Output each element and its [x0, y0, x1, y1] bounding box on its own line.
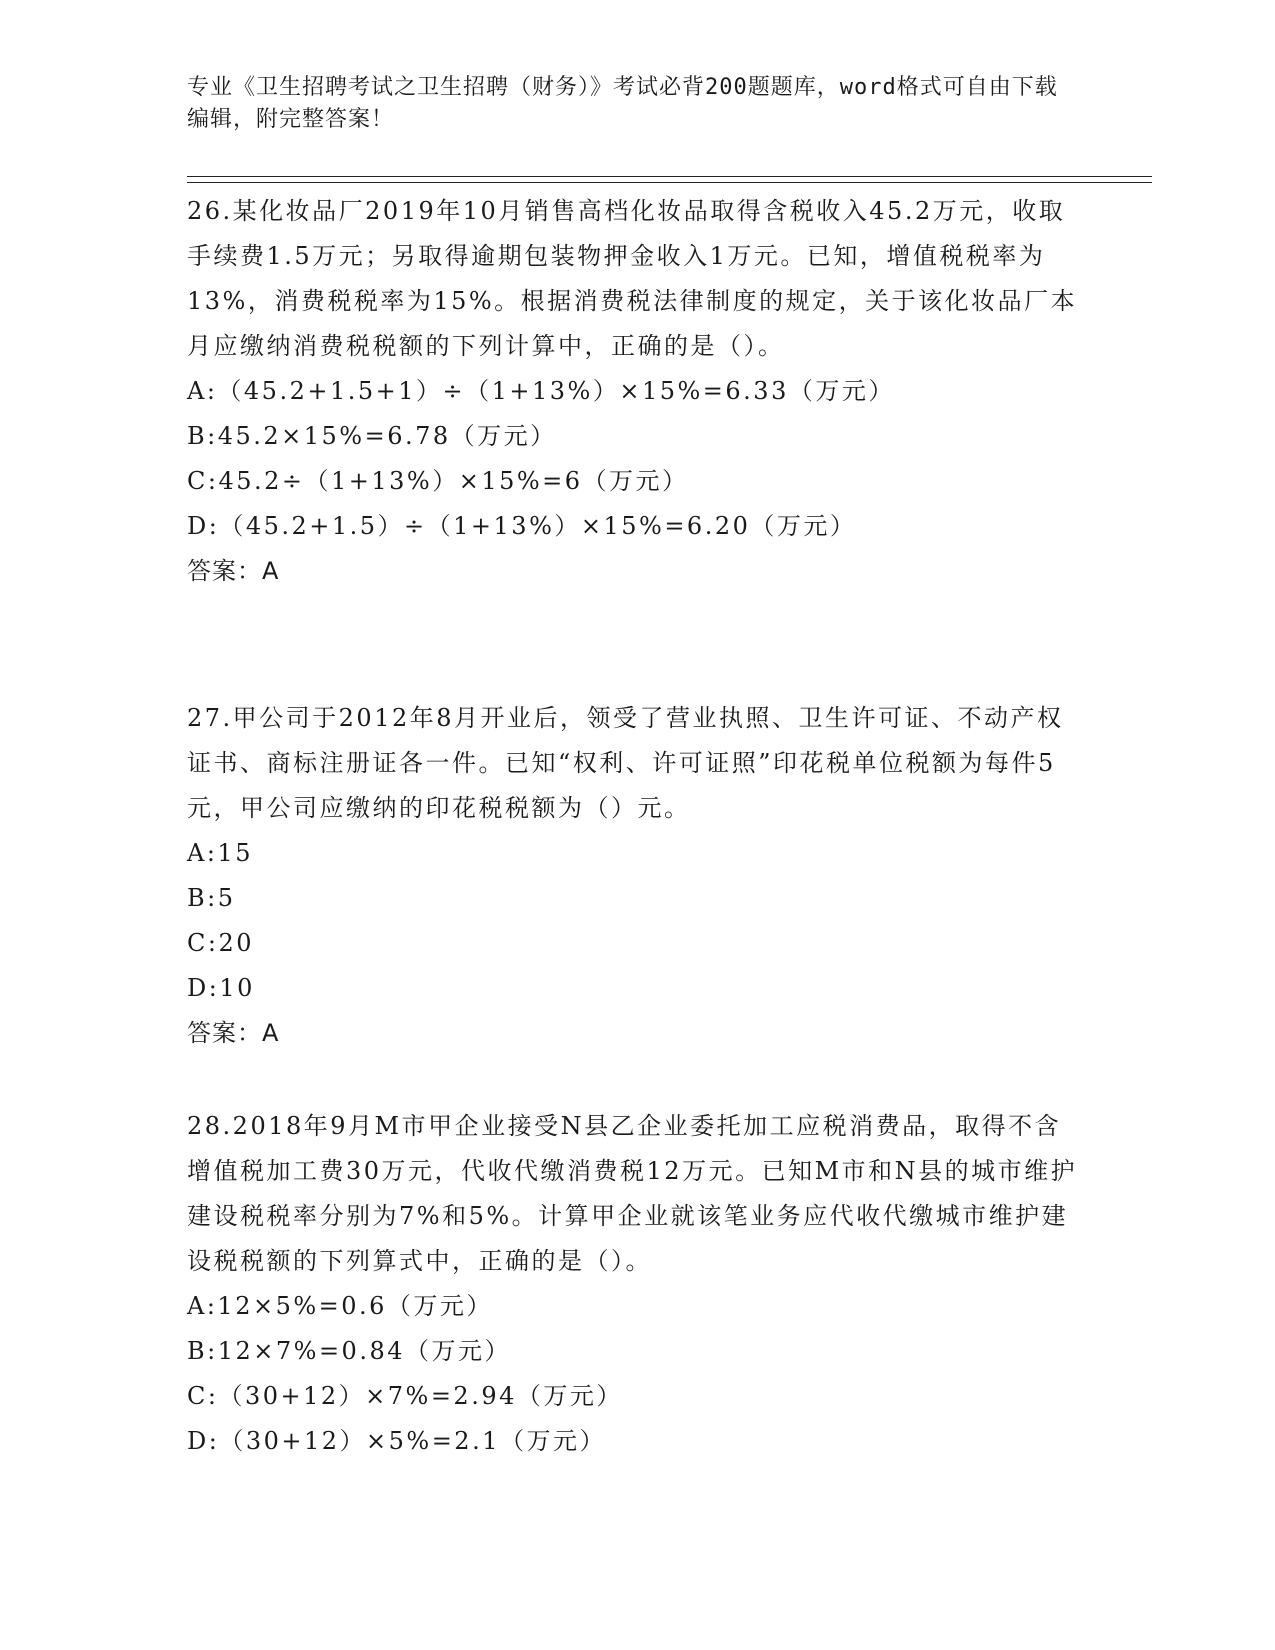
question-27: [187, 696, 1087, 1056]
option-a: A:12×5%=0.6（万元）: [187, 1292, 493, 1320]
header-divider-bottom: [187, 182, 1152, 183]
option-c: C:20: [187, 929, 254, 957]
option-c: C:45.2÷（1+13%）×15%=6（万元）: [187, 467, 689, 495]
option-d: D:10: [187, 974, 255, 1002]
option-c: C:（30+12）×7%=2.94（万元）: [187, 1382, 623, 1410]
question-28: [187, 1104, 1087, 1464]
option-b: B:45.2×15%=6.78（万元）: [187, 422, 557, 450]
option-a: A:15: [187, 839, 253, 867]
question-stem: 27.甲公司于2012年8月开业后，领受了营业执照、卫生许可证、不动产权证书、商标注册证各一件。已知“权利、许可证照”印花税单位税额为每件5元，甲公司应缴纳的印花税税额为（）元。: [187, 704, 1064, 822]
option-b: B:12×7%=0.84（万元）: [187, 1337, 511, 1365]
question-stem: 26.某化妆品厂2019年10月销售高档化妆品取得含税收入45.2万元，收取手续费1.5万元；另取得逾期包装物押金收入1万元。已知，增值税税率为13%，消费税税率为15%。根据消费税法律制度的规定，关于该化妆品厂本月应缴纳消费税税额的下列计算中，正确的是（）。: [187, 197, 1078, 360]
option-a: A:（45.2+1.5+1）÷（1+13%）×15%=6.33（万元）: [187, 377, 895, 405]
header-divider-top: [187, 176, 1152, 177]
option-d: D:（30+12）×5%=2.1（万元）: [187, 1427, 606, 1455]
answer: 答案：A: [187, 1019, 280, 1047]
question-stem: 28.2018年9月M市甲企业接受N县乙企业委托加工应税消费品，取得不含增值税加工费30万元，代收代缴消费税12万元。已知M市和N县的城市维护建设税税率分别为7%和5%。计算甲企业就该笔业务应代收代缴城市维护建设税税额的下列算式中，正确的是（）。: [187, 1112, 1078, 1275]
answer: 答案：A: [187, 557, 280, 585]
option-d: D:（45.2+1.5）÷（1+13%）×15%=6.20（万元）: [187, 512, 857, 540]
option-b: B:5: [187, 884, 236, 912]
question-26: [187, 189, 1087, 594]
document-header: 专业《卫生招聘考试之卫生招聘（财务）》考试必背200题题库，word格式可自由下载编辑，附完整答案！: [187, 75, 1058, 132]
